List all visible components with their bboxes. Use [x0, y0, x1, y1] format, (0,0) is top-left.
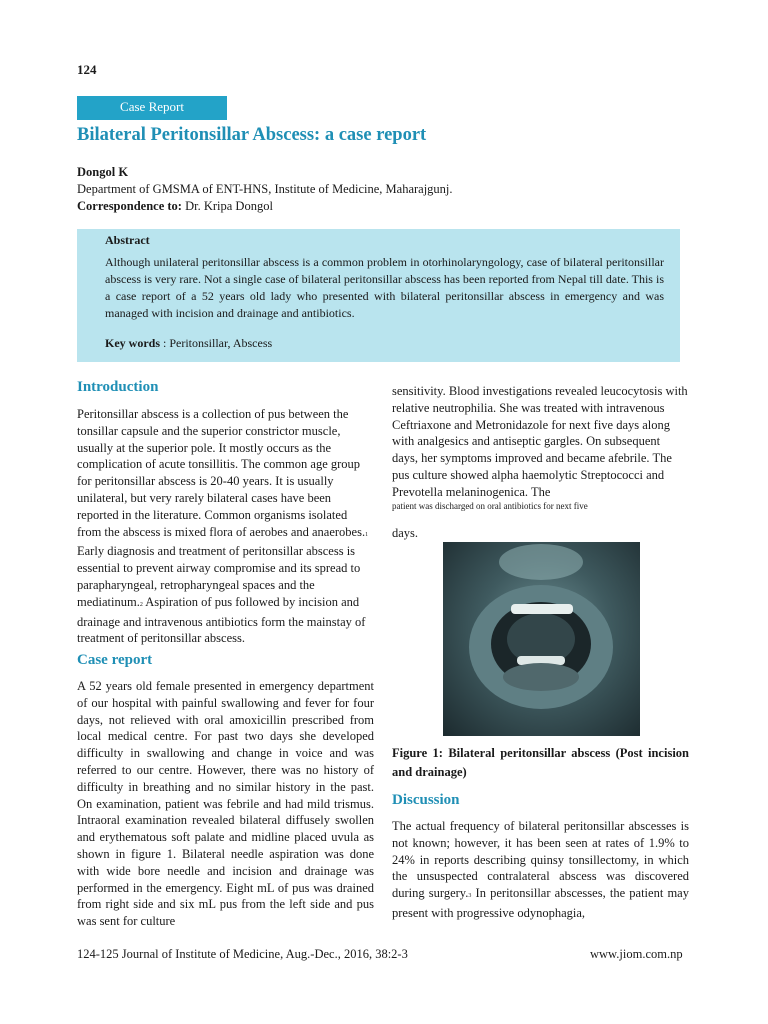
discussion-text-2: In peritonsillar abscesses, the patient may present with progressive odynophagia, [392, 886, 689, 920]
article-title: Bilateral Peritonsillar Abscess: a case report [77, 125, 427, 145]
abstract-text: Although unilateral peritonsillar abscess is a common problem in otorhinolaryngology, case of bilateral peritonsillar abscess is very rare. Not a single case of bilateral peritonsillar abscess has been reported from Nepal till date. This is a case report of a 52 years old lady who presented with bilateral peritonsillar abscess in emergency and was managed with incision and drainage and antibiotics. [105, 255, 664, 320]
intro-text-1: Peritonsillar abscess is a collection of pus between the tonsillar capsule and the superior constrictor muscle, usually at the superior pole. It mostly occurs as the complication of acute tonsillitis. The common age group for peritonsillar abscess is 20-40 years. It is usually unilateral, but very rarely bilateral cases have been reported in the literature. Common organisms isolated from the abscess is mixed flora of aerobes and anaerobes. [77, 407, 366, 539]
keywords-text: : Peritonsillar, Abscess [160, 336, 273, 350]
oral-cavity-image [443, 542, 640, 736]
case-report-paragraph: A 52 years old female presented in emergency department of our hospital with painful swallowing and fever for four days, not relieved with oral amoxicillin prescribed from local medical centre. For past two days she developed difficulty in swallowing and change in voice and was referred to our centre. However, there was no history of difficulty in breathing and no similar history in the past. On examination, patient was febrile and had mild trismus. Intraoral examination revealed bilateral diffusely swollen and erythematous soft palate and midline placed uvula as shown in figure 1. Bilateral needle aspiration was done with wide bore needle and incision and drainage was performed in the emergency. Eight mL of pus was drained from right side and six mL pus from the left side and pus was sent for culture [77, 679, 374, 929]
discussion-heading: Discussion [392, 792, 460, 808]
introduction-body [77, 406, 374, 647]
page-number: 124 [77, 62, 97, 77]
figure-1-caption: Figure 1: Bilateral peritonsillar abscess (Post incision and drainage) [392, 746, 689, 779]
keywords-label: Key words [105, 336, 160, 350]
correspondence-label: Correspondence to: [77, 199, 182, 213]
keywords [105, 336, 664, 351]
discussion-body [392, 818, 689, 922]
continued-paragraph: sensitivity. Blood investigations revealed leucocytosis with relative neutrophilia. She was treated with intravenous Ceftriaxone and Metronidazole for next five days along with analgesics and antiseptic gargles. On subsequent days, her symptoms improved and became afebrile. The pus culture showed alpha haemolytic Streptococci and Prevotella melaninogenica. The [392, 384, 688, 499]
abstract-box [77, 229, 680, 362]
introduction-paragraph [77, 406, 374, 647]
correspondence-name: Dr. Kripa Dongol [181, 199, 273, 213]
case-report-heading: Case report [77, 652, 153, 668]
introduction-heading: Introduction [77, 379, 159, 395]
citation-1: 1 [365, 531, 369, 538]
author-affiliation: Department of GMSMA of ENT-HNS, Institute of Medicine, Maharajgunj. [77, 182, 453, 196]
abstract-heading: Abstract [105, 233, 150, 247]
figure-1-photo [443, 542, 640, 736]
author-name: Dongol K [77, 165, 129, 179]
article-type-badge: Case Report [77, 96, 227, 120]
citation-3: 3 [468, 893, 472, 900]
intro-text-2: Early diagnosis and treatment of peritonsillar abscess is essential to prevent airway compromise and its spread to parapharyngeal, retropharyngeal spaces and the mediatinum. [77, 544, 361, 609]
case-report-continued [392, 383, 689, 541]
continued-last-word: days. [392, 525, 419, 540]
intro-text-3: Aspiration of pus followed by incision and drainage and intravenous antibiotics form the mainstay of treatment of peritonsillar abscess. [77, 594, 366, 646]
discussion-text-1: The actual frequency of bilateral peritonsillar abscesses is not known; however, it has been seen at rates of 1.9% to 24% in reports describing quinsy tonsillectomy, in which the unsuspected contralateral abscess was discovered during surgery. [392, 819, 689, 901]
footer-citation: 124-125 Journal of Institute of Medicine, Aug.-Dec., 2016, 38:2-3 [77, 947, 408, 961]
footer-website: www.jiom.com.np [590, 947, 683, 961]
correspondence [77, 199, 273, 214]
discussion-paragraph [392, 818, 689, 922]
case-report-body [77, 678, 374, 930]
discharge-line: patient was discharged on oral antibiotics for next five [392, 500, 588, 511]
citation-2: 2 [139, 601, 143, 608]
